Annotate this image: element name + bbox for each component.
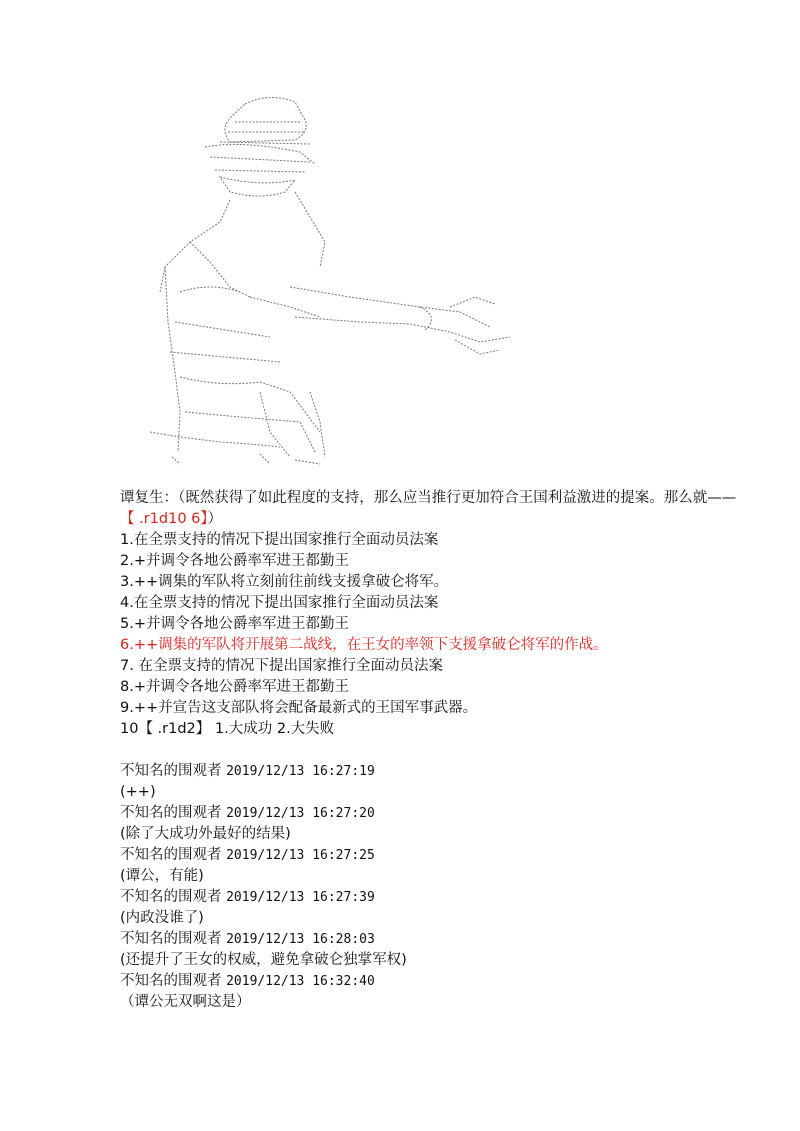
comment-text: (内政没谁了) [120, 910, 204, 926]
comment-header [120, 803, 740, 824]
comment [120, 761, 740, 803]
ascii-art-illustration [120, 92, 520, 470]
comment-author: 不知名的围观者 [120, 889, 222, 905]
figure-drawing [120, 92, 520, 470]
option-5: 5.+并调令各地公爵率军进王都勤王 [120, 616, 349, 632]
comment-time: 2019/12/13 16:27:20 [226, 806, 375, 821]
option-8: 8.+并调令各地公爵率军进王都勤王 [120, 679, 349, 695]
comment-time: 2019/12/13 16:27:19 [226, 764, 375, 779]
comment-header [120, 887, 740, 908]
roll2-dice: 【 .r1d2】 [138, 721, 211, 737]
roll2-line [120, 719, 740, 740]
comment [120, 845, 740, 887]
roll2-outcomes: 1.大成功 2.大失败 [214, 721, 335, 737]
comment [120, 971, 740, 1013]
option-2: 2.+并调令各地公爵率军进王都勤王 [120, 553, 349, 569]
intro-text: 谭复生：（既然获得了如此程度的支持，那么应当推行更加符合王国利益激进的提案。那么就—— [120, 490, 737, 506]
comment-time: 2019/12/13 16:28:03 [226, 932, 375, 947]
comment-time: 2019/12/13 16:27:39 [226, 890, 375, 905]
comment-text: (还提升了王女的权威，避免拿破仑独掌军权) [120, 952, 407, 968]
comment-author: 不知名的围观者 [120, 931, 222, 947]
comment [120, 803, 740, 845]
dice-roll-result: 【 .r1d10 6】 [120, 511, 208, 527]
option-3: 3.++调集的军队将立刻前往前线支援拿破仑将军。 [120, 574, 449, 590]
comment-author: 不知名的围观者 [120, 763, 222, 779]
comment-text: (谭公，有能) [120, 868, 204, 884]
intro-suffix: ） [207, 511, 223, 527]
comment-time: 2019/12/13 16:27:25 [226, 848, 375, 863]
comment-text: (++) [120, 784, 156, 800]
comment-author: 不知名的围观者 [120, 805, 222, 821]
comment-time: 2019/12/13 16:32:40 [226, 974, 375, 989]
comment-header [120, 761, 740, 782]
post-body [120, 488, 740, 1013]
option-9: 9.++并宣告这支部队将会配备最新式的王国军事武器。 [120, 700, 478, 716]
option-1: 1.在全票支持的情况下提出国家推行全面动员法案 [120, 532, 439, 548]
option-4: 4.在全票支持的情况下提出国家推行全面动员法案 [120, 595, 439, 611]
spacer [120, 740, 740, 761]
option-7: 7. 在全票支持的情况下提出国家推行全面动员法案 [120, 658, 443, 674]
comment-header [120, 929, 740, 950]
comment-header [120, 971, 740, 992]
comment-text: (除了大成功外最好的结果) [120, 826, 291, 842]
roll2-prefix: 10 [120, 721, 139, 737]
intro-paragraph [120, 488, 740, 530]
comment [120, 929, 740, 971]
comment-header [120, 845, 740, 866]
comment-author: 不知名的围观者 [120, 973, 222, 989]
comment-author: 不知名的围观者 [120, 847, 222, 863]
comment-text: （谭公无双啊这是） [120, 994, 251, 1010]
option-6-selected: 6.++调集的军队将开展第二战线，在王女的率领下支援拿破仑将军的作战。 [120, 637, 608, 653]
comment [120, 887, 740, 929]
